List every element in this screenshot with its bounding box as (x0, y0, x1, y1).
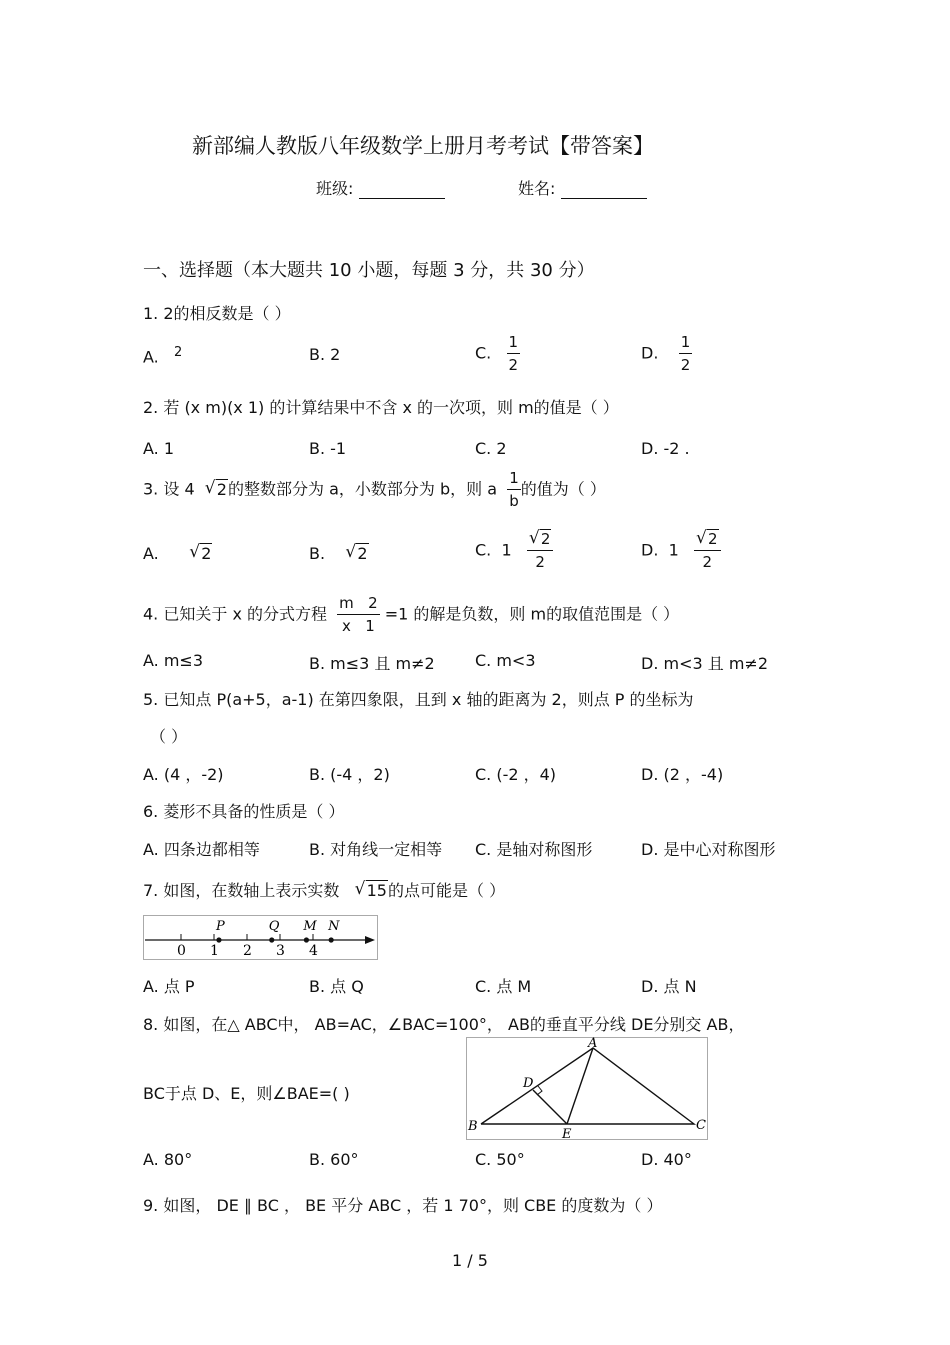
q6-option-c: C. 是轴对称图形 (475, 840, 593, 859)
right-angle-mark (537, 1086, 542, 1095)
class-field (316, 176, 445, 199)
q4-option-a: A. m≤3 (143, 651, 204, 670)
q7-option-b: B. 点 Q (309, 977, 364, 996)
number-line-point-label: Q (268, 919, 280, 934)
name-field (518, 176, 647, 199)
q2-option-a: A. 1 (143, 439, 175, 458)
number-line-tick-label: 1 (210, 943, 219, 959)
q2-option-b: B. -1 (309, 439, 347, 458)
triangle-figure (466, 1037, 709, 1141)
q8-option-b: B. 60° (309, 1150, 359, 1169)
q7-option-a: A. 点 P (143, 977, 195, 996)
number-line-point (329, 937, 334, 942)
q7-stem: 7. 如图，在数轴上表示实数 √ 15的点可能是（ ） (143, 879, 506, 900)
q2-option-d: D. -2 . (641, 439, 690, 458)
q8-option-d: D. 40° (641, 1150, 692, 1169)
name-label: 姓名: (518, 179, 556, 198)
class-blank (359, 180, 445, 199)
q1-option-c: C. $\frac{1}{2}$ (475, 333, 519, 374)
label-e: E (562, 1127, 572, 1141)
q7-option-c: C. 点 M (475, 977, 532, 996)
q8-option-c: C. 50° (475, 1150, 525, 1169)
label-d: D (523, 1076, 534, 1091)
q6-option-a: A. 四条边都相等 (143, 840, 260, 859)
q3-stem: 3. 设 4 √ 2的整数部分为 a，小数部分为 b，则 a $\frac{1}{b}$ 的值为（ ） (143, 469, 606, 510)
number-line-point-label: N (328, 919, 340, 934)
page-title: 新部编人教版八年级数学上册月考考试【带答案】 (192, 134, 654, 158)
segment-ae (567, 1048, 593, 1124)
q1-option-a: A. $^2$ (143, 345, 183, 367)
label-b: B (468, 1119, 478, 1134)
class-label: 班级: (316, 179, 354, 198)
label-a: A (588, 1037, 598, 1051)
q5-option-d: D. (2 ，-4) (641, 765, 724, 784)
triangle-abc (481, 1048, 694, 1124)
q1-option-d: D. $\frac{1}{2}$ (641, 333, 691, 374)
q4-option-b: B. m≤3 且 m≠2 (309, 654, 435, 673)
q6-stem: 6. 菱形不具备的性质是（ ） (143, 802, 345, 821)
q5-option-b: B. (-4 ，2) (309, 765, 390, 784)
number-line-point-label: P (215, 919, 225, 934)
number-line-tick-label: 4 (309, 943, 318, 959)
number-line-tick-label: 0 (177, 943, 186, 959)
q6-option-b: B. 对角线一定相等 (309, 840, 443, 859)
section-heading: 一、选择题（本大题共 10 小题，每题 3 分，共 30 分） (143, 260, 595, 281)
q7-option-d: D. 点 N (641, 977, 697, 996)
q1-stem: 1. 2的相反数是（ ） (143, 304, 291, 323)
number-line-point-label: M (303, 919, 317, 934)
q6-option-d: D. 是中心对称图形 (641, 840, 776, 859)
q1-option-b: B. 2 (309, 345, 341, 364)
q9-stem: 9. 如图， DE ∥ BC ， BE 平分 ABC ，若 1 70°，则 CBE 的度数为（ ） (143, 1196, 663, 1215)
number-line-tick-label: 3 (276, 943, 285, 959)
q4-stem: 4. 已知关于 x 的分式方程 $\frac{m 2}{x 1}$ =1 的解是负数，则 m的取值范围是（ ） (143, 594, 680, 635)
number-line-point (269, 937, 274, 942)
label-c: C (696, 1118, 706, 1133)
q5-option-a: A. (4 ，-2) (143, 765, 224, 784)
number-line-arrow (365, 936, 375, 944)
q4-option-c: C. m<3 (475, 651, 536, 670)
page-number: 1 / 5 (452, 1251, 488, 1270)
q8-option-a: A. 80° (143, 1150, 193, 1169)
q3-option-b: B. √ 2 (309, 542, 368, 563)
q3-option-c: C. 1 √ 2 2 (475, 532, 553, 570)
q3-option-d: D. 1 √ 2 2 (641, 532, 721, 570)
q5-option-c: C. (-2 ，4) (475, 765, 557, 784)
segment-de (533, 1090, 567, 1124)
name-blank (561, 180, 647, 199)
q5-stem: 5. 已知点 P(a+5，a-1) 在第四象限，且到 x 轴的距离为 2，则点 P 的坐标为 (143, 690, 694, 709)
q2-option-c: C. 2 (475, 439, 507, 458)
number-line-point (304, 937, 309, 942)
number-line-point (216, 937, 221, 942)
q3-option-a: A. √ 2 (143, 542, 212, 563)
number-line-tick-label: 2 (243, 943, 252, 959)
q5-stem-cont: （ ） (150, 727, 188, 746)
q8-stem: 8. 如图，在△ ABC中， AB=AC，∠BAC=100°， AB的垂直平分线 DE分别交 AB， (143, 1015, 745, 1034)
q4-option-d: D. m<3 且 m≠2 (641, 654, 769, 673)
q2-stem: 2. 若 (x m)(x 1) 的计算结果中不含 x 的一次项，则 m的值是（ ） (143, 398, 619, 417)
number-line-figure (143, 915, 379, 961)
q8-stem-cont: BC于点 D、E，则∠BAE=( ) (143, 1084, 350, 1103)
